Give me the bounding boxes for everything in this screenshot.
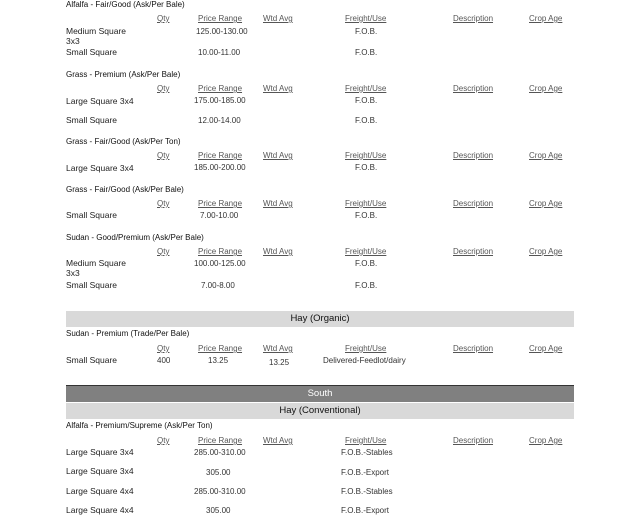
row-freight: F.O.B.-Stables xyxy=(341,487,393,496)
col-header-price-range: Price Range xyxy=(198,436,243,445)
col-header-wtd-avg: Wtd Avg xyxy=(263,84,293,93)
col-header-crop-age: Crop Age xyxy=(529,151,563,160)
col-header-price-range: Price Range xyxy=(198,247,243,256)
row-price: 285.00-310.00 xyxy=(194,448,246,457)
row-freight: F.O.B. xyxy=(355,116,378,125)
row-freight: F.O.B.-Export xyxy=(341,506,390,515)
col-header-crop-age: Crop Age xyxy=(529,14,563,23)
row-qty: 400 xyxy=(157,356,171,365)
col-header-wtd-avg: Wtd Avg xyxy=(263,247,293,256)
col-header-description: Description xyxy=(453,84,494,93)
col-header-crop-age: Crop Age xyxy=(529,247,563,256)
col-header-qty: Qty xyxy=(157,344,170,353)
row-price: 10.00-11.00 xyxy=(198,48,241,57)
col-header-freight-use: Freight/Use xyxy=(345,199,387,208)
row-name: Large Square 3x4 xyxy=(66,96,134,106)
row-freight: F.O.B. xyxy=(355,48,378,57)
col-header-description: Description xyxy=(453,151,494,160)
col-header-description: Description xyxy=(453,14,494,23)
row-name: Small Square xyxy=(66,210,118,220)
col-header-price-range: Price Range xyxy=(198,151,243,160)
col-header-qty: Qty xyxy=(157,199,170,208)
col-header-qty: Qty xyxy=(157,151,170,160)
row-price: 125.00-130.00 xyxy=(196,27,248,36)
col-header-qty: Qty xyxy=(157,247,170,256)
row-freight: F.O.B. xyxy=(355,163,378,172)
row-name: Large Square 3x4 xyxy=(66,466,134,476)
section-title: Grass - Fair/Good (Ask/Per Bale) xyxy=(66,185,184,194)
row-freight: F.O.B. xyxy=(355,259,378,268)
section-title: Alfalfa - Premium/Supreme (Ask/Per Ton) xyxy=(66,421,213,430)
row-freight: F.O.B. xyxy=(355,281,378,290)
row-name-line2: 3x3 xyxy=(66,36,80,46)
col-header-wtd-avg: Wtd Avg xyxy=(263,344,293,353)
row-freight: F.O.B.-Export xyxy=(341,468,390,477)
col-header-freight-use: Freight/Use xyxy=(345,14,387,23)
col-header-description: Description xyxy=(453,247,494,256)
col-header-price-range: Price Range xyxy=(198,344,243,353)
col-header-qty: Qty xyxy=(157,436,170,445)
col-header-freight-use: Freight/Use xyxy=(345,247,387,256)
col-header-wtd-avg: Wtd Avg xyxy=(263,436,293,445)
row-name-line2: 3x3 xyxy=(66,268,80,278)
row-price: 7.00-8.00 xyxy=(201,281,235,290)
col-header-description: Description xyxy=(453,199,494,208)
col-header-wtd-avg: Wtd Avg xyxy=(263,199,293,208)
col-header-price-range: Price Range xyxy=(198,14,243,23)
row-name: Small Square xyxy=(66,115,118,125)
col-header-price-range: Price Range xyxy=(198,199,243,208)
row-name: Large Square 4x4 xyxy=(66,505,134,515)
section-title: Alfalfa - Fair/Good (Ask/Per Bale) xyxy=(66,0,185,9)
row-wtd-avg: 13.25 xyxy=(269,358,290,367)
col-header-freight-use: Freight/Use xyxy=(345,151,387,160)
col-header-crop-age: Crop Age xyxy=(529,84,563,93)
col-header-wtd-avg: Wtd Avg xyxy=(263,14,293,23)
row-price: 305.00 xyxy=(206,468,231,477)
row-name: Large Square 3x4 xyxy=(66,163,134,173)
row-name: Small Square xyxy=(66,355,118,365)
row-price: 13.25 xyxy=(208,356,229,365)
section-title: Sudan - Good/Premium (Ask/Per Bale) xyxy=(66,233,204,242)
col-header-wtd-avg: Wtd Avg xyxy=(263,151,293,160)
row-price: 185.00-200.00 xyxy=(194,163,246,172)
col-header-freight-use: Freight/Use xyxy=(345,344,387,353)
col-header-crop-age: Crop Age xyxy=(529,199,563,208)
row-freight: F.O.B. xyxy=(355,27,378,36)
row-name: Medium Square xyxy=(66,26,127,36)
section-title: Grass - Premium (Ask/Per Bale) xyxy=(66,70,181,79)
row-name: Small Square xyxy=(66,47,118,57)
row-freight: F.O.B. xyxy=(355,96,378,105)
col-header-freight-use: Freight/Use xyxy=(345,436,387,445)
col-header-crop-age: Crop Age xyxy=(529,436,563,445)
band-south: South xyxy=(66,385,574,402)
col-header-qty: Qty xyxy=(157,14,170,23)
row-price: 7.00-10.00 xyxy=(200,211,239,220)
row-name: Medium Square xyxy=(66,258,127,268)
row-name: Large Square 4x4 xyxy=(66,486,134,496)
col-header-description: Description xyxy=(453,344,494,353)
row-name: Large Square 3x4 xyxy=(66,447,134,457)
band-hay-conventional: Hay (Conventional) xyxy=(66,403,574,419)
col-header-price-range: Price Range xyxy=(198,84,243,93)
row-price: 12.00-14.00 xyxy=(198,116,241,125)
row-freight: F.O.B.-Stables xyxy=(341,448,393,457)
row-name: Small Square xyxy=(66,280,118,290)
row-freight: Delivered-Feedlot/dairy xyxy=(323,356,406,365)
row-price: 305.00 xyxy=(206,506,231,515)
col-header-crop-age: Crop Age xyxy=(529,344,563,353)
row-price: 175.00-185.00 xyxy=(194,96,246,105)
row-price: 285.00-310.00 xyxy=(194,487,246,496)
section-title: Grass - Fair/Good (Ask/Per Ton) xyxy=(66,137,181,146)
row-freight: F.O.B. xyxy=(355,211,378,220)
col-header-qty: Qty xyxy=(157,84,170,93)
section-title: Sudan - Premium (Trade/Per Bale) xyxy=(66,329,190,338)
row-price: 100.00-125.00 xyxy=(194,259,246,268)
col-header-description: Description xyxy=(453,436,494,445)
band-hay-organic: Hay (Organic) xyxy=(66,311,574,327)
col-header-freight-use: Freight/Use xyxy=(345,84,387,93)
